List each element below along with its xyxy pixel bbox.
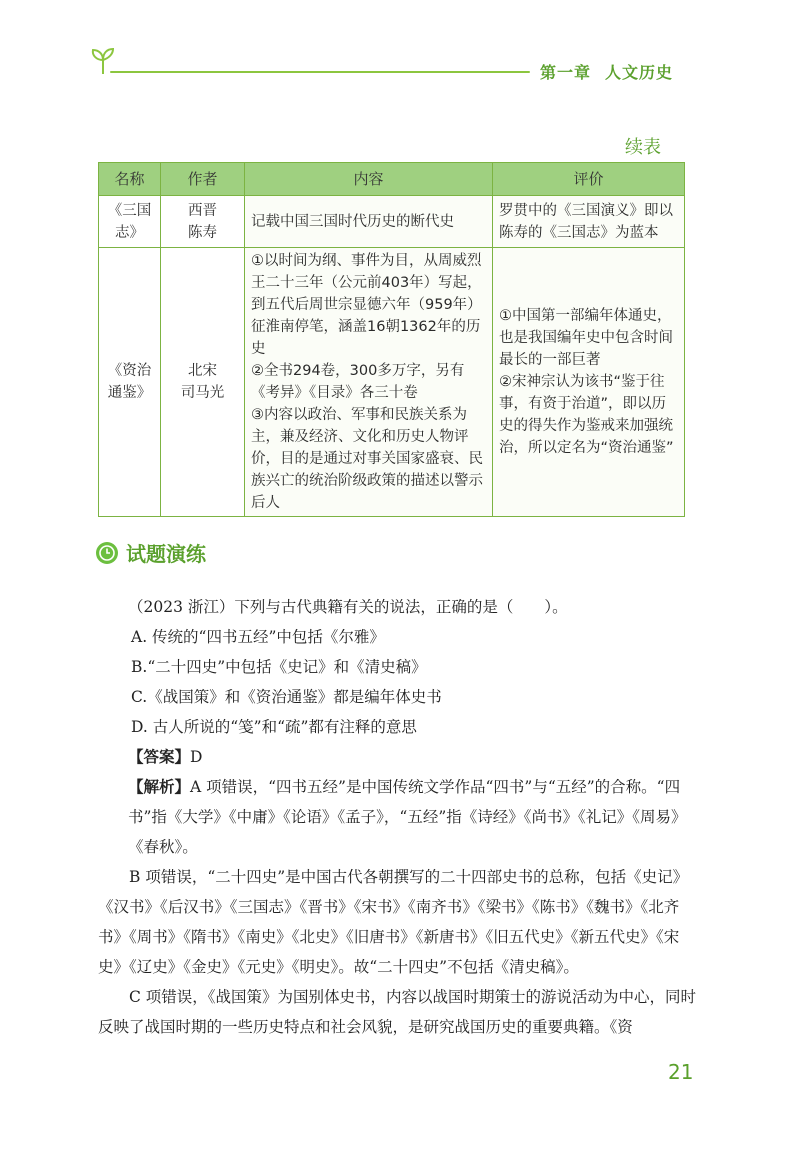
analysis-label: 【解析】 xyxy=(128,778,191,796)
exercise-question xyxy=(98,592,698,1042)
cell-author: 北宋 司马光 xyxy=(161,248,245,517)
cell-evaluation: ①中国第一部编年体通史，也是我国编年史中包含时间最长的一部巨著 ②宋神宗认为该书“鉴于往事，有资于治道”，即以历史的得失作为鉴戒来加强统治，所以定名为“资治通鉴” xyxy=(493,248,685,517)
cell-name: 《资治 通鉴》 xyxy=(99,248,161,517)
answer-value: D xyxy=(190,748,203,766)
cell-evaluation: 罗贯中的《三国演义》即以陈寿的《三国志》为蓝本 xyxy=(493,196,685,248)
table-header-row xyxy=(99,163,685,196)
cell-content: 记载中国三国时代历史的断代史 xyxy=(245,196,493,248)
table-row xyxy=(99,248,685,517)
cell-content: ①以时间为纲、事件为目，从周威烈王二十三年（公元前403年）写起，到五代后周世宗显德六年（959年）征淮南停笔，涵盖16朝1362年的历史 ②全书294卷，300多万字，另有《考异》《目录》各三十卷 ③内容以政治、军事和民族关系为主，兼及经济、文化和历史人物评价，目的是通过对事关国家盛衰、民族兴亡的统治阶级政策的描述以警示后人 xyxy=(245,248,493,517)
answer-line xyxy=(98,742,698,772)
page-number: 21 xyxy=(668,1060,694,1084)
chapter-number: 第一章 xyxy=(540,63,592,82)
analysis-a xyxy=(98,772,698,862)
header-divider xyxy=(110,71,530,73)
header-evaluation: 评价 xyxy=(493,163,685,196)
table-row xyxy=(99,196,685,248)
option-d: D. 古人所说的“笺”和“疏”都有注释的意思 xyxy=(131,718,417,736)
clock-icon xyxy=(96,542,118,564)
question-stem: （2023 浙江）下列与古代典籍有关的说法，正确的是（ ）。 xyxy=(128,598,568,616)
cell-author: 西晋 陈寿 xyxy=(161,196,245,248)
answer-label: 【答案】 xyxy=(128,748,191,766)
chapter-heading xyxy=(540,60,673,83)
section-title: 试题演练 xyxy=(126,542,206,566)
analysis-a-text: A 项错误，“四书五经”是中国传统文学作品“四书”与“五经”的合称。“四书”指《大学》《中庸》《论语》《孟子》，“五经”指《诗经》《尚书》《礼记》《周易》《春秋》。 xyxy=(128,778,687,856)
history-books-table xyxy=(98,162,685,517)
option-b: B.“二十四史”中包括《史记》和《清史稿》 xyxy=(131,658,427,676)
option-a: A. 传统的“四书五经”中包括《尔雅》 xyxy=(131,628,385,646)
chapter-title: 人文历史 xyxy=(605,63,674,82)
header-name: 名称 xyxy=(99,163,161,196)
option-c: C.《战国策》和《资治通鉴》都是编年体史书 xyxy=(131,688,442,706)
analysis-c: C 项错误，《战国策》为国别体史书，内容以战国时期策士的游说活动为中心，同时反映了战国时期的一些历史特点和社会风貌，是研究战国历史的重要典籍。《资 xyxy=(98,988,697,1036)
analysis-b: B 项错误，“二十四史”是中国古代各朝撰写的二十四部史书的总称，包括《史记》《汉书》《后汉书》《三国志》《晋书》《宋书》《南齐书》《梁书》《陈书》《魏书》《北齐书》《周书》《隋书》《南史》《北史》《旧唐书》《新唐书》《旧五代史》《新五代史》《宋史》《辽史》《金史》《元史》《明史》。故“二十四史”不包括《清史稿》。 xyxy=(98,868,689,976)
section-heading xyxy=(96,538,206,567)
continued-label: 续表 xyxy=(625,137,661,158)
header-content: 内容 xyxy=(245,163,493,196)
header-author: 作者 xyxy=(161,163,245,196)
cell-name: 《三国志》 xyxy=(99,196,161,248)
